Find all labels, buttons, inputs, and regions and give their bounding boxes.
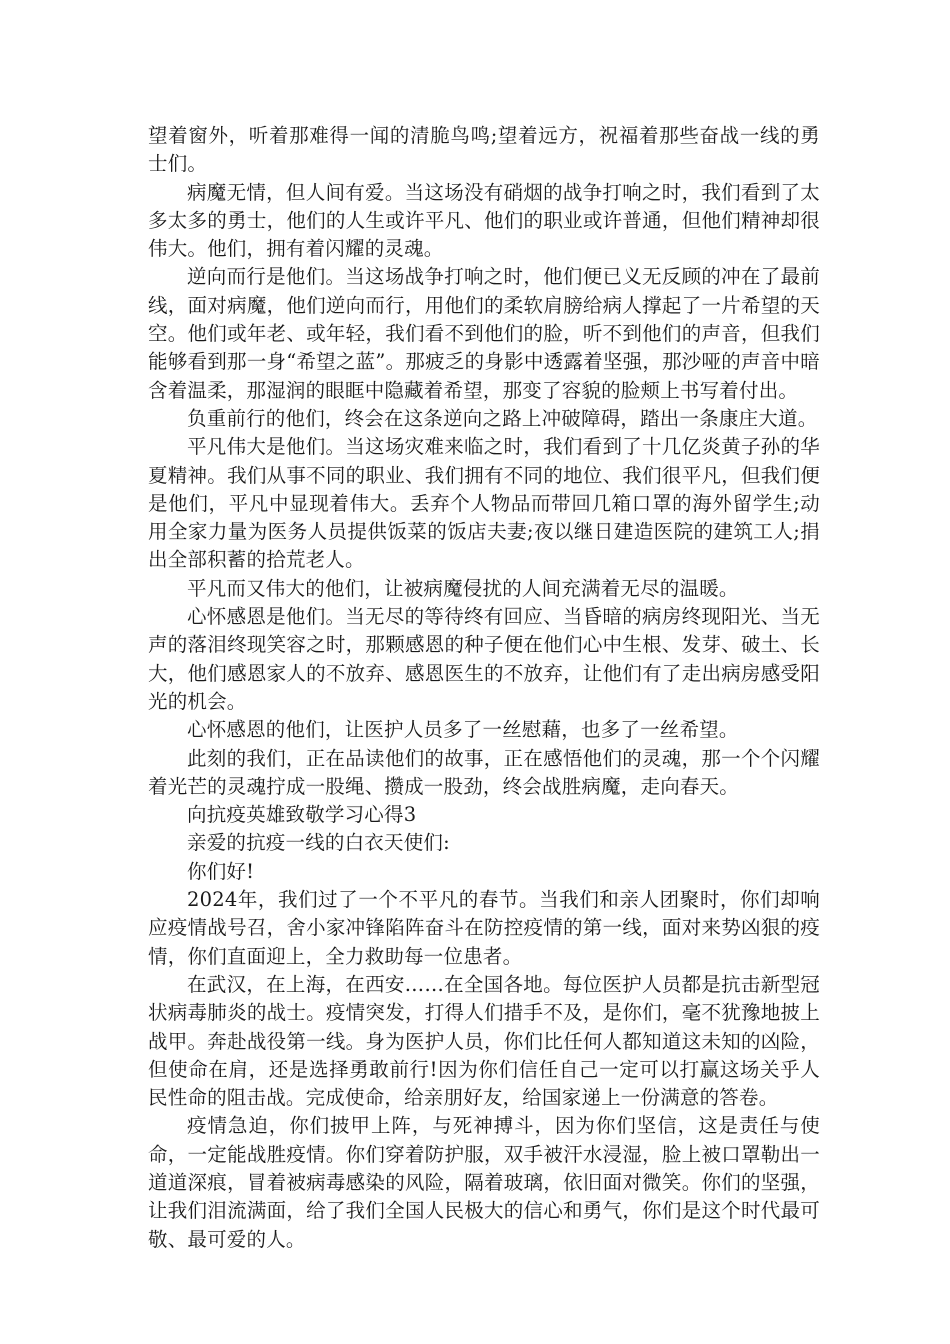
paragraph: 平凡而又伟大的他们，让被病魔侵扰的人间充满着无尽的温暖。 (187, 576, 739, 600)
paragraph: 心怀感恩是他们。当无尽的等待终有回应、当昏暗的病房终现阳光、当无声的落泪终现笑容之时，那颗感恩的种子便在他们心中生根、发芽、破土、长大，他们感恩家人的不放弃、感恩医生的不放弃，让他们有了走出病房感受阳光的机会。 (148, 605, 820, 713)
paragraph: 在武汉，在上海，在西安……在全国各地。每位医护人员都是抗击新型冠状病毒肺炎的战士。疫情突发，打得人们措手不及，是你们，毫不犹豫地披上战甲。奔赴战役第一线。身为医护人员，你们比任何人都知道这未知的凶险，但使命在肩，还是选择勇敢前行!因为你们信任自己一定可以打赢这场关乎人民性命的阻击战。完成使命，给亲朋好友，给国家递上一份满意的答卷。 (148, 972, 820, 1110)
paragraph: 望着窗外，听着那难得一闻的清脆鸟鸣;望着远方，祝福着那些奋战一线的勇士们。 (148, 124, 820, 176)
paragraph: 心怀感恩的他们，让医护人员多了一丝慰藉，也多了一丝希望。 (187, 718, 739, 742)
paragraph: 此刻的我们，正在品读他们的故事，正在感悟他们的灵魂，那一个个闪耀着光芒的灵魂拧成一股绳、攒成一股劲，终会战胜病魔，走向春天。 (148, 746, 820, 798)
salutation: 亲爱的抗疫一线的白衣天使们: (187, 831, 450, 855)
paragraph: 疫情急迫，你们披甲上阵，与死神搏斗，因为你们坚信，这是责任与使命，一定能战胜疫情。你们穿着防护服，双手被汗水浸湿，脸上被口罩勒出一道道深痕，冒着被病毒感染的风险，隔着玻璃，依旧面对微笑。你们的坚强，让我们泪流满面，给了我们全国人民极大的信心和勇气，你们是这个时代最可敬、最可爱的人。 (148, 1114, 820, 1251)
paragraph: 病魔无情，但人间有爱。当这场没有硝烟的战争打响之时，我们看到了太多太多的勇士，他们的人生或许平凡、他们的职业或许普通，但他们精神却很伟大。他们，拥有着闪耀的灵魂。 (148, 180, 820, 261)
document-body (148, 122, 820, 1254)
section-title: 向抗疫英雄致敬学习心得3 (187, 803, 417, 827)
paragraph: 平凡伟大是他们。当这场灾难来临之时，我们看到了十几亿炎黄子孙的华夏精神。我们从事不同的职业、我们拥有不同的地位、我们很平凡，但我们便是他们，平凡中显现着伟大。丢弃个人物品而带回几箱口罩的海外留学生;动用全家力量为医务人员提供饭菜的饭店夫妻;夜以继日建造医院的建筑工人;捐出全部积蓄的拾荒老人。 (148, 435, 820, 572)
greeting: 你们好! (187, 859, 255, 883)
paragraph: 2024年，我们过了一个不平凡的春节。当我们和亲人团聚时，你们却响应疫情战号召，舍小家冲锋陷阵奋斗在防控疫情的第一线，面对来势凶狠的疫情，你们直面迎上，全力救助每一位患者。 (148, 888, 820, 968)
paragraph: 逆向而行是他们。当这场战争打响之时，他们便已义无反顾的冲在了最前线，面对病魔，他们逆向而行，用他们的柔软肩膀给病人撑起了一片希望的天空。他们或年老、或年轻，我们看不到他们的脸，听不到他们的声音，但我们能够看到那一身“希望之蓝”。那疲乏的身影中透露着坚强，那沙哑的声音中暗含着温柔，那湿润的眼眶中隐藏着希望，那变了容貌的脸颊上书写着付出。 (148, 265, 820, 402)
paragraph: 负重前行的他们，终会在这条逆向之路上冲破障碍，踏出一条康庄大道。 (187, 406, 818, 430)
